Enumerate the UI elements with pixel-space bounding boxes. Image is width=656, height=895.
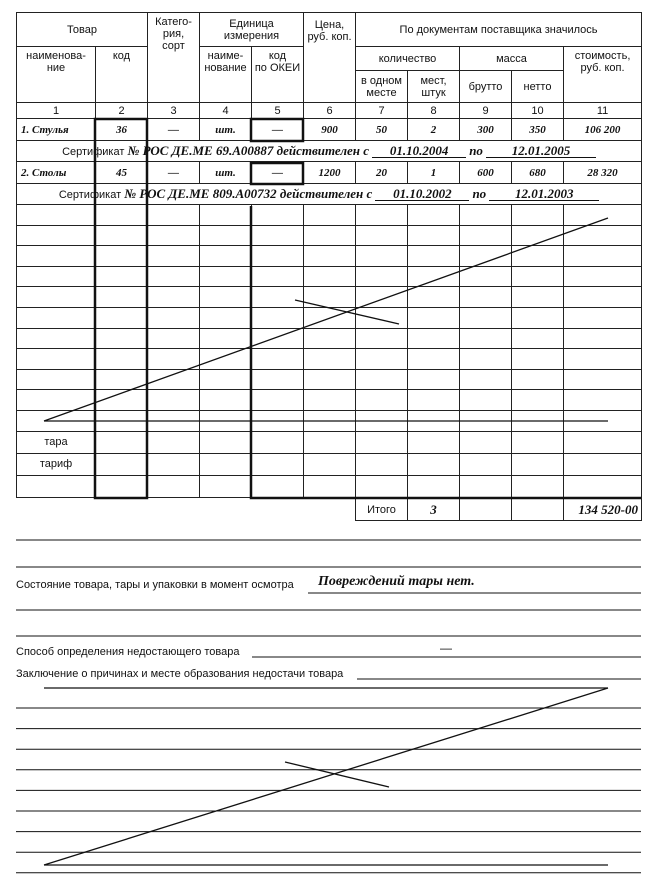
item-places: 2 — [408, 119, 460, 141]
header-code: код — [96, 47, 148, 103]
header-places: мест, штук — [408, 71, 460, 103]
empty-row — [17, 369, 642, 390]
header-goods: Товар — [17, 13, 148, 47]
tare-label: тара — [17, 431, 96, 453]
empty-row — [17, 390, 642, 411]
col-number: 2 — [96, 103, 148, 119]
table-row — [17, 162, 642, 184]
item-code: 45 — [96, 162, 148, 184]
header-name: наименова- ние — [17, 47, 96, 103]
tariff-row — [17, 453, 642, 475]
header-quantity: количество — [356, 47, 460, 71]
header-mass: масса — [460, 47, 564, 71]
header-net: нетто — [512, 71, 564, 103]
empty-row — [17, 287, 642, 308]
totals-cost: 134 520-00 — [564, 499, 642, 521]
method-value: — — [440, 641, 452, 655]
condition-label: Состояние товара, тары и упаковки в момент осмотра — [16, 579, 298, 591]
col-number: 8 — [408, 103, 460, 119]
header-cost: стоимость, руб. коп. — [564, 47, 642, 103]
header-supplier-docs: По документам поставщика значилось — [356, 13, 642, 47]
totals-places: 3 — [408, 499, 460, 521]
empty-row — [17, 328, 642, 349]
empty-row — [17, 410, 642, 431]
item-category: — — [148, 119, 200, 141]
item-okei: — — [252, 119, 304, 141]
item-okei: — — [252, 162, 304, 184]
cert-number: № РОС ДЕ.МЕ 69.А00887 действителен с — [127, 142, 370, 158]
item-cost: 106 200 — [564, 119, 642, 141]
col-number: 3 — [148, 103, 200, 119]
header-per-place: в одном месте — [356, 71, 408, 103]
cert-from: 01.10.2002 — [375, 188, 469, 201]
item-name: 2. Столы — [17, 162, 96, 184]
conclusion-label: Заключение о причинах и месте образования недостачи товара — [16, 668, 347, 680]
col-number: 11 — [564, 103, 642, 119]
cert-to-label: по — [469, 142, 483, 158]
cert-label: Сертификат — [58, 188, 122, 201]
header-unit-name: наиме- нование — [200, 47, 252, 103]
cert-to: 12.01.2003 — [489, 188, 599, 201]
item-places: 1 — [408, 162, 460, 184]
item-gross: 300 — [460, 119, 512, 141]
cert-label: Сертификат — [62, 145, 125, 158]
header-price: Цена, руб. коп. — [304, 13, 356, 103]
empty-row — [17, 307, 642, 328]
item-cost: 28 320 — [564, 162, 642, 184]
cert-to-label: по — [472, 185, 487, 201]
header-gross: брутто — [460, 71, 512, 103]
empty-row — [17, 266, 642, 287]
item-net: 350 — [512, 119, 564, 141]
column-numbers-row — [17, 103, 642, 119]
header-category: Катего- рия, сорт — [148, 13, 200, 103]
item-price: 1200 — [304, 162, 356, 184]
totals-label: Итого — [356, 499, 408, 521]
cert-to: 12.01.2005 — [486, 145, 596, 158]
tare-row — [17, 431, 642, 453]
method-label: Способ определения недостающего товара — [16, 646, 244, 658]
header-unit: Единица измерения — [200, 13, 304, 47]
col-number: 7 — [356, 103, 408, 119]
col-number: 9 — [460, 103, 512, 119]
empty-row — [17, 246, 642, 267]
tariff-label: тариф — [17, 453, 96, 475]
table-row — [17, 119, 642, 141]
item-category: — — [148, 162, 200, 184]
col-number: 10 — [512, 103, 564, 119]
strikeout-diagonal — [44, 688, 608, 865]
cert-number: № РОС ДЕ.МЕ 809.А00732 действителен с — [124, 185, 373, 201]
empty-row — [17, 205, 642, 226]
col-number: 1 — [17, 103, 96, 119]
certificate-row — [17, 141, 642, 162]
item-unit: шт. — [200, 162, 252, 184]
condition-value: Повреждений тары нет. — [318, 574, 475, 589]
totals-row — [355, 498, 642, 521]
item-name: 1. Стулья — [17, 119, 96, 141]
item-code: 36 — [96, 119, 148, 141]
goods-table — [16, 12, 642, 498]
certificate-row — [17, 184, 642, 205]
item-price: 900 — [304, 119, 356, 141]
blank-row — [17, 475, 642, 497]
empty-row — [17, 225, 642, 246]
item-per-place: 50 — [356, 119, 408, 141]
empty-row — [17, 349, 642, 370]
item-per-place: 20 — [356, 162, 408, 184]
col-number: 4 — [200, 103, 252, 119]
item-net: 680 — [512, 162, 564, 184]
item-gross: 600 — [460, 162, 512, 184]
col-number: 6 — [304, 103, 356, 119]
header-okei-code: код по ОКЕИ — [252, 47, 304, 103]
col-number: 5 — [252, 103, 304, 119]
item-unit: шт. — [200, 119, 252, 141]
cert-from: 01.10.2004 — [372, 145, 466, 158]
